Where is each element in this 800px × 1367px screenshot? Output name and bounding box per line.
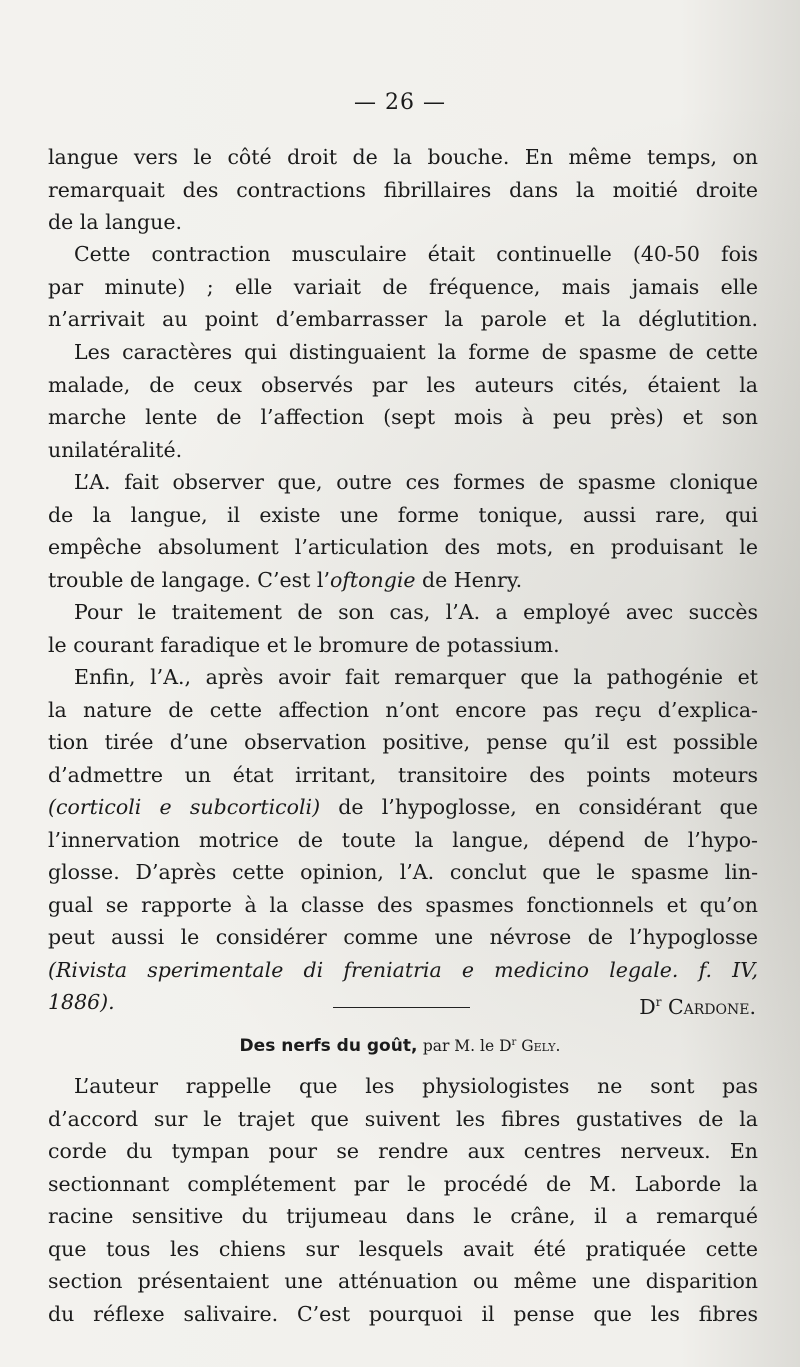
signature bbox=[639, 986, 758, 1023]
text-line: du réflexe salivaire. C’est pourquoi il pense que les fibres bbox=[48, 1301, 758, 1326]
byline-name: Gely. bbox=[521, 1037, 561, 1055]
page-number: — 26 — bbox=[354, 90, 446, 115]
text-line: n’arrivait au point d’embarrasser la parole et la déglutition. bbox=[48, 307, 758, 331]
text-line: Les caractères qui distinguaient la forme de spasme de cette bbox=[74, 340, 758, 364]
text-line: marche lente de l’affection (sept mois à peu près) et son bbox=[48, 405, 758, 429]
byline-prefix: par M. le D bbox=[422, 1037, 512, 1055]
text-line: d’admettre un état irritant, transitoire des points moteurs bbox=[48, 762, 758, 787]
section-divider bbox=[333, 1007, 470, 1008]
text-line: la nature de cette affection n’ont encore pas reçu d’explica- bbox=[48, 697, 758, 722]
text-line: L’auteur rappelle que les physiologistes ne sont pas bbox=[74, 1074, 758, 1098]
text-line: de la langue, il existe une forme tonique, aussi rare, qui bbox=[48, 502, 758, 527]
text-line: l’innervation motrice de toute la langue, dépend de l’hypo- bbox=[48, 827, 758, 852]
text-line: remarquait des contractions fibrillaires dans la moitié droite bbox=[48, 177, 758, 202]
text-line: de la langue. bbox=[48, 210, 183, 234]
text-line: sectionnant complétement par le procédé de M. Laborde la bbox=[48, 1171, 758, 1196]
text-line: unilatéralité. bbox=[48, 437, 183, 462]
italic-term: (corticoli e subcorticoli) bbox=[48, 795, 321, 819]
text-line: L’A. fait observer que, outre ces formes de spasme clonique bbox=[74, 470, 758, 494]
paragraph-4 bbox=[48, 466, 758, 596]
paragraph-1 bbox=[48, 141, 758, 239]
section-title: Des nerfs du goût, bbox=[239, 1036, 418, 1056]
text-line: racine sensitive du trijumeau dans le crâne, il a remarqué bbox=[48, 1204, 758, 1228]
text-line: corde du tympan pour se rendre aux centres nerveux. En bbox=[48, 1139, 758, 1163]
citation-line: (Rivista sperimentale di freniatria e medicino legale. f. IV, bbox=[48, 957, 758, 982]
paragraph-7 bbox=[48, 1070, 758, 1330]
text-line: gual se rapporte à la classe des spasmes fonctionnels et qu’on bbox=[48, 892, 758, 917]
text-fragment: trouble de langage. C’est l’ bbox=[48, 567, 330, 592]
text-line bbox=[48, 791, 758, 824]
text-line: Enfin, l’A., après avoir fait remarquer que la pathogénie et bbox=[74, 665, 758, 689]
text-line: glosse. D’après cette opinion, l’A. conclut que le spasme lin- bbox=[48, 860, 758, 884]
section-byline bbox=[423, 1037, 561, 1055]
text-line: malade, de ceux observés par les auteurs cités, étaient la bbox=[48, 372, 758, 397]
text-line: peut aussi le considérer comme une névrose de l’hypoglosse bbox=[48, 925, 758, 949]
text-line bbox=[48, 564, 758, 597]
citation-year: 1886). bbox=[48, 990, 115, 1014]
text-line: que tous les chiens sur lesquels avait été pratiquée cette bbox=[48, 1236, 758, 1261]
text-fragment: de l’hypoglosse, en considérant que bbox=[320, 795, 759, 819]
signature-name: Cardone. bbox=[667, 994, 756, 1019]
text-line: Cette contraction musculaire était continuelle (40-50 fois bbox=[74, 242, 758, 266]
text-line: section présentaient une atténuation ou même une disparition bbox=[48, 1269, 758, 1293]
paragraph-2 bbox=[48, 238, 758, 336]
text-line: tion tirée d’une observation positive, pense qu’il est possible bbox=[48, 730, 758, 754]
citation-signature-line bbox=[48, 986, 758, 1023]
signature-sup: r bbox=[655, 995, 662, 1009]
text-line: d’accord sur le trajet que suivent les fibres gustatives de la bbox=[48, 1106, 758, 1131]
paragraph-3 bbox=[48, 336, 758, 466]
byline-sup: r bbox=[511, 1036, 517, 1048]
text-line: par minute) ; elle variait de fréquence, mais jamais elle bbox=[48, 274, 758, 299]
text-line: empêche absolument l’articulation des mots, en produisant le bbox=[48, 535, 758, 559]
paragraph-6 bbox=[48, 661, 758, 1023]
italic-term: oftongie bbox=[329, 567, 416, 592]
text-fragment: de Henry. bbox=[415, 567, 523, 592]
signature-prefix: D bbox=[639, 994, 656, 1019]
section-heading bbox=[0, 1036, 800, 1056]
text-line: Pour le traitement de son cas, l’A. a employé avec succès bbox=[74, 600, 758, 624]
text-line: langue vers le côté droit de la bouche. En même temps, on bbox=[48, 145, 758, 169]
text-line: le courant faradique et le bromure de potassium. bbox=[48, 632, 560, 657]
paragraph-5 bbox=[48, 596, 758, 661]
